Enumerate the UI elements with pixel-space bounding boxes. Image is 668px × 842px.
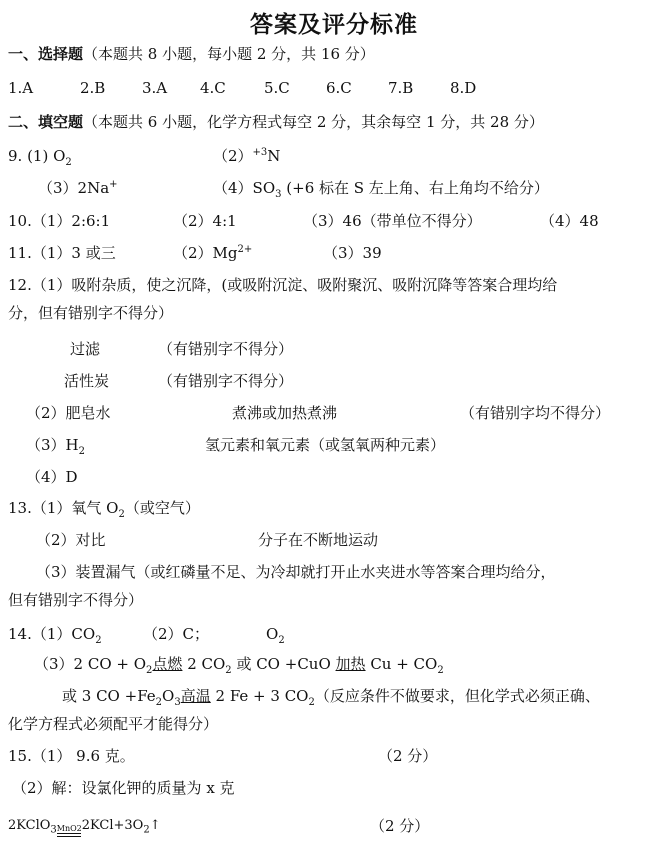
q14-part2: （2）C； bbox=[143, 625, 210, 643]
answer-2: 2.B bbox=[80, 79, 106, 97]
subscript: 2 bbox=[118, 509, 125, 520]
section-1-title: 一、选择题 bbox=[8, 45, 84, 63]
catalyst-label: MnO2 bbox=[56, 824, 82, 833]
q9-part4: （4）SO bbox=[213, 179, 276, 197]
q13-line4: 但有错别字不得分） bbox=[8, 591, 144, 609]
condition-high-temp: 高温 bbox=[180, 687, 211, 705]
answer-4: 4.C bbox=[200, 79, 226, 97]
subscript: 2 bbox=[225, 665, 232, 676]
subscript: 3 bbox=[174, 697, 181, 708]
eq-text: 2 CO bbox=[182, 655, 226, 673]
subscript: 2 bbox=[143, 824, 150, 836]
gas-arrow: ↑ bbox=[149, 818, 161, 833]
subscript: 2 bbox=[155, 697, 163, 708]
q12-filter: 过滤 bbox=[70, 340, 101, 358]
equals-bar bbox=[57, 833, 81, 837]
answer-3: 3.A bbox=[142, 79, 168, 97]
q13-part1-alt: （或空气） bbox=[124, 499, 200, 517]
q12-line2: 分，但有错别字不得分） bbox=[8, 304, 174, 322]
superscript: + bbox=[109, 179, 118, 190]
q12-line1: 12.（1）吸附杂质，使之沉降，(或吸附沉淀、吸附聚沉、吸附沉降等答案合理均给 bbox=[8, 276, 558, 294]
subscript: 2 bbox=[146, 665, 153, 676]
q9-part2: N bbox=[267, 147, 281, 165]
q14-equation-1 bbox=[34, 654, 444, 674]
q10-part2: （2）4:1 bbox=[173, 212, 237, 230]
q11-part1: 11.（1）3 或三 bbox=[8, 244, 116, 262]
eq-text: 2KCl+3O bbox=[81, 818, 144, 833]
q10-part4: （4）48 bbox=[540, 212, 599, 230]
q15-part1: 15.（1） 9.6 克。 bbox=[8, 747, 135, 765]
q13-part2: （2）对比 bbox=[36, 531, 106, 549]
page-title: 答案及评分标准 bbox=[250, 11, 418, 38]
q13-line3: （3）装置漏气（或红磷量不足、为冷却就打开止水夹进水等答案合理均给分， bbox=[36, 563, 556, 581]
q10-part3: （3）46（带单位不得分） bbox=[303, 212, 482, 230]
subscript: 2 bbox=[95, 635, 102, 646]
eq-text: 或 3 CO +Fe bbox=[62, 687, 156, 705]
eq-text: Cu + CO bbox=[365, 655, 438, 673]
answer-5: 5.C bbox=[264, 79, 290, 97]
q12-boil-note: （有错别字均不得分） bbox=[460, 404, 611, 422]
superscript: +3 bbox=[252, 147, 268, 158]
q12-part2: （2）肥皂水 bbox=[26, 404, 111, 422]
q15-score-2: （2 分） bbox=[370, 817, 430, 835]
q13-molecules: 分子在不断地运动 bbox=[258, 531, 379, 549]
q11-part3: （3）39 bbox=[323, 244, 382, 262]
q14-oxygen: O bbox=[266, 625, 279, 643]
section-1-note: （本题共 8 小题，每小题 2 分，共 16 分） bbox=[83, 45, 375, 63]
q9-part2-label: （2） bbox=[213, 147, 253, 165]
answer-8: 8.D bbox=[450, 79, 477, 97]
q12-line7: （4）D bbox=[26, 468, 78, 486]
q12-part3: （3）H bbox=[26, 436, 79, 454]
q12-carbon: 活性炭 bbox=[64, 372, 110, 390]
answer-6: 6.C bbox=[326, 79, 352, 97]
q12-boil: 煮沸或加热煮沸 bbox=[232, 404, 338, 422]
q15-line2: （2）解：设氯化钾的质量为 x 克 bbox=[12, 779, 235, 797]
section-2-heading bbox=[8, 112, 544, 132]
subscript: 3 bbox=[50, 824, 57, 836]
q14-equation-2 bbox=[62, 686, 600, 706]
eq-text: 2KClO bbox=[8, 818, 51, 833]
answer-7: 7.B bbox=[388, 79, 414, 97]
eq-text: O bbox=[162, 687, 175, 705]
subscript: 2 bbox=[278, 635, 285, 646]
q14-note: （反应条件不做要求，但化学式必须正确、 bbox=[314, 687, 600, 705]
q12-filter-note: （有错别字不得分） bbox=[158, 340, 294, 358]
eq-text: 2 Fe + 3 CO bbox=[210, 687, 309, 705]
subscript: 2 bbox=[437, 665, 444, 676]
catalyst-equals-sign bbox=[57, 825, 82, 837]
q14-part1: 14.（1）CO bbox=[8, 625, 96, 643]
condition-heat: 加热 bbox=[335, 655, 366, 673]
q12-carbon-note: （有错别字不得分） bbox=[158, 372, 294, 390]
q10-part1: 10.（1）2:6:1 bbox=[8, 212, 111, 230]
subscript: 2 bbox=[308, 697, 315, 708]
q15-score-1: （2 分） bbox=[378, 747, 438, 765]
eq-text: （3）2 CO + O bbox=[34, 655, 147, 673]
section-1-heading bbox=[8, 44, 375, 64]
q12-elements: 氢元素和氧元素（或氢氧两种元素） bbox=[205, 436, 446, 454]
q9-part1: 9. (1) O bbox=[8, 147, 66, 165]
eq-text: 或 CO +CuO bbox=[231, 655, 336, 673]
q9-note: (+6 标在 S 左上角、右上角均不给分） bbox=[281, 179, 549, 197]
q13-line1 bbox=[8, 498, 200, 518]
section-2-note: （本题共 6 小题，化学方程式每空 2 分，其余每空 1 分，共 28 分） bbox=[83, 113, 544, 131]
condition-ignite: 点燃 bbox=[152, 655, 183, 673]
q14-line4: 化学方程式必须配平才能得分） bbox=[8, 715, 219, 733]
answer-1: 1.A bbox=[8, 79, 34, 97]
subscript: 3 bbox=[275, 189, 282, 200]
q15-equation bbox=[8, 816, 161, 837]
q11-part2: （2）Mg bbox=[173, 244, 238, 262]
q9-part3: （3）2Na bbox=[38, 179, 110, 197]
q13-part1: 13.（1）氧气 O bbox=[8, 499, 119, 517]
superscript: 2+ bbox=[237, 244, 253, 255]
subscript: 2 bbox=[78, 446, 85, 457]
subscript: 2 bbox=[65, 157, 72, 168]
section-2-title: 二、填空题 bbox=[8, 113, 84, 131]
